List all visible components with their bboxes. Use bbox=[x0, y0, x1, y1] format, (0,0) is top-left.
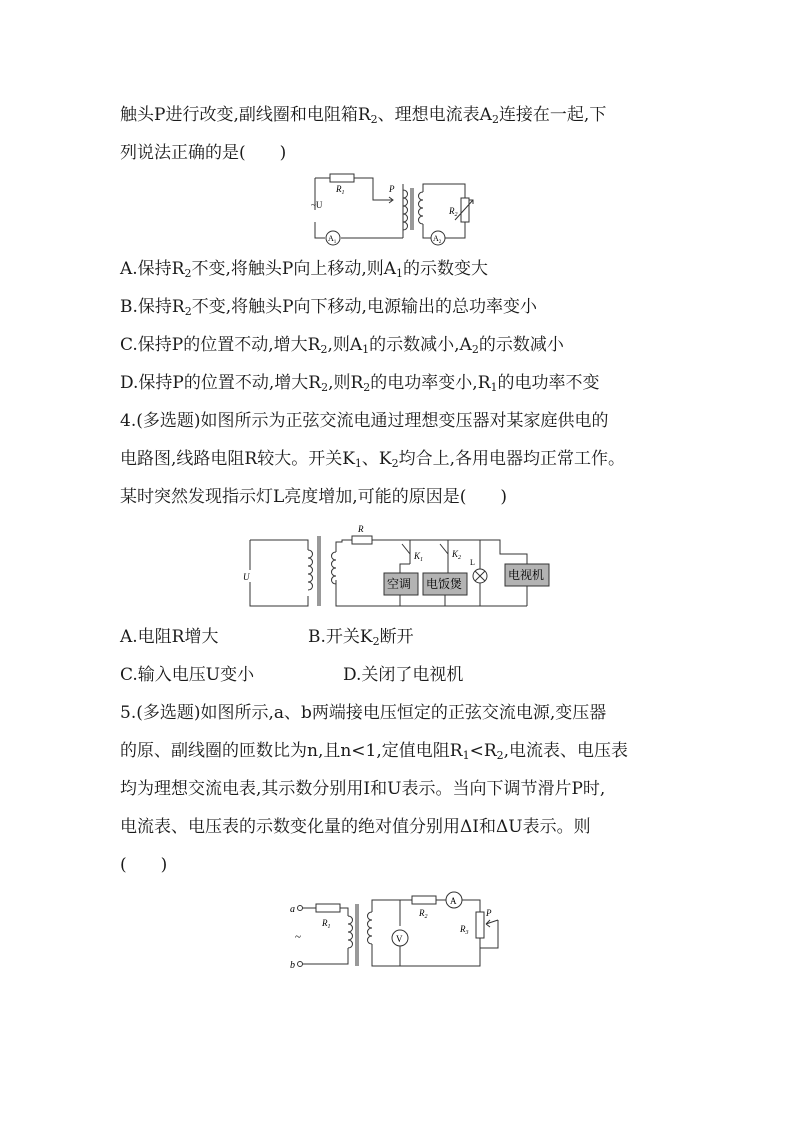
q4-option-b: B.开关$K_2$断开 bbox=[308, 627, 414, 648]
resistor-r1 bbox=[330, 174, 354, 182]
resistor-r1 bbox=[316, 904, 340, 912]
q5-line-1: 5.(多选题)如图所示,a、b两端接电压恒定的正弦交流电源,变压器 bbox=[120, 703, 607, 723]
label-u: U bbox=[243, 572, 250, 582]
q4-option-c: C.输入电压U变小 bbox=[120, 665, 255, 685]
label-source: ~ bbox=[295, 931, 301, 943]
text: 连接在一起,下 bbox=[498, 105, 607, 125]
q3-intro-line-1 bbox=[120, 104, 606, 131]
label-a1: $A_1$ bbox=[328, 234, 337, 245]
label-r: R bbox=[358, 524, 364, 534]
q5-line-2: 的原、副线圈的匝数比为n,且n<1,定值电阻$R_1<R_2$,电流表、电压表 bbox=[120, 741, 629, 762]
label-air-conditioner: 空调 bbox=[387, 577, 412, 591]
q5-line-5: ( ) bbox=[120, 855, 168, 875]
label-r3: $R_3$ bbox=[460, 924, 469, 936]
label-r2: $R_2$ bbox=[419, 908, 428, 920]
label-ammeter: A bbox=[450, 896, 457, 906]
label-p: P bbox=[486, 908, 492, 918]
q3-option-d: D.保持P的位置不动,增大$R_2$,则$R_2$的电功率变小$,R_1$的电功率不变 bbox=[120, 373, 600, 394]
q4-line-3: 某时突然发现指示灯L亮度增加,可能的原因是( ) bbox=[120, 487, 507, 507]
q5-line-3: 均为理想交流电表,其示数分别用I和U表示。当向下调节滑片P时, bbox=[120, 779, 606, 799]
label-r1: $R_1$ bbox=[336, 184, 345, 196]
subscript: 2 bbox=[370, 113, 378, 126]
q5-circuit-figure bbox=[282, 886, 514, 972]
resistor-box-r2 bbox=[461, 198, 469, 222]
q3-option-a: A.保持$R_2$不变,将触头P向上移动,则$A_1$的示数变大 bbox=[120, 259, 489, 280]
text: 触头P进行改变,副线圈和电阻箱R bbox=[120, 105, 371, 125]
q3-intro-line-2: 列说法正确的是( ) bbox=[120, 143, 287, 163]
text: 、理想电流表A bbox=[377, 105, 492, 125]
q4-line-2: 电路图,线路电阻R较大。开关$K_1$、$K_2$均合上,各用电器均正常工作。 bbox=[120, 449, 626, 470]
q4-option-a: A.电阻R增大 bbox=[120, 627, 219, 647]
label-p: P bbox=[389, 184, 395, 194]
q5-line-4: 电流表、电压表的示数变化量的绝对值分别用ΔI和ΔU表示。则 bbox=[120, 817, 591, 837]
label-a: a bbox=[290, 904, 295, 915]
resistor-r2 bbox=[412, 896, 436, 904]
label-k2: $K_2$ bbox=[452, 549, 462, 561]
label-r1: $R_1$ bbox=[322, 918, 331, 930]
label-a2: $A_2$ bbox=[433, 234, 442, 245]
rheostat-r3 bbox=[476, 912, 484, 938]
q4-option-d: D.关闭了电视机 bbox=[343, 665, 464, 685]
label-l: L bbox=[470, 558, 475, 567]
q3-option-c: C.保持P的位置不动,增大$R_2$,则$A_1$的示数减小$,A_2$的示数减小 bbox=[120, 335, 564, 356]
label-u: ~U bbox=[311, 200, 323, 210]
q3-circuit-figure bbox=[305, 170, 475, 246]
q3-option-b: B.保持$R_2$不变,将触头P向下移动,电源输出的总功率变小 bbox=[120, 297, 537, 318]
label-v: V bbox=[396, 934, 403, 944]
q4-circuit-figure bbox=[240, 520, 552, 612]
resistor-r bbox=[352, 536, 372, 544]
label-rice-cooker: 电饭煲 bbox=[426, 577, 463, 591]
subscript: 2 bbox=[491, 113, 499, 126]
label-k1: $K_1$ bbox=[414, 551, 424, 563]
q4-line-1: 4.(多选题)如图所示为正弦交流电通过理想变压器对某家庭供电的 bbox=[120, 411, 609, 431]
label-b: b bbox=[290, 960, 295, 971]
label-r2: $R_2$ bbox=[449, 206, 458, 218]
label-tv: 电视机 bbox=[508, 568, 545, 582]
